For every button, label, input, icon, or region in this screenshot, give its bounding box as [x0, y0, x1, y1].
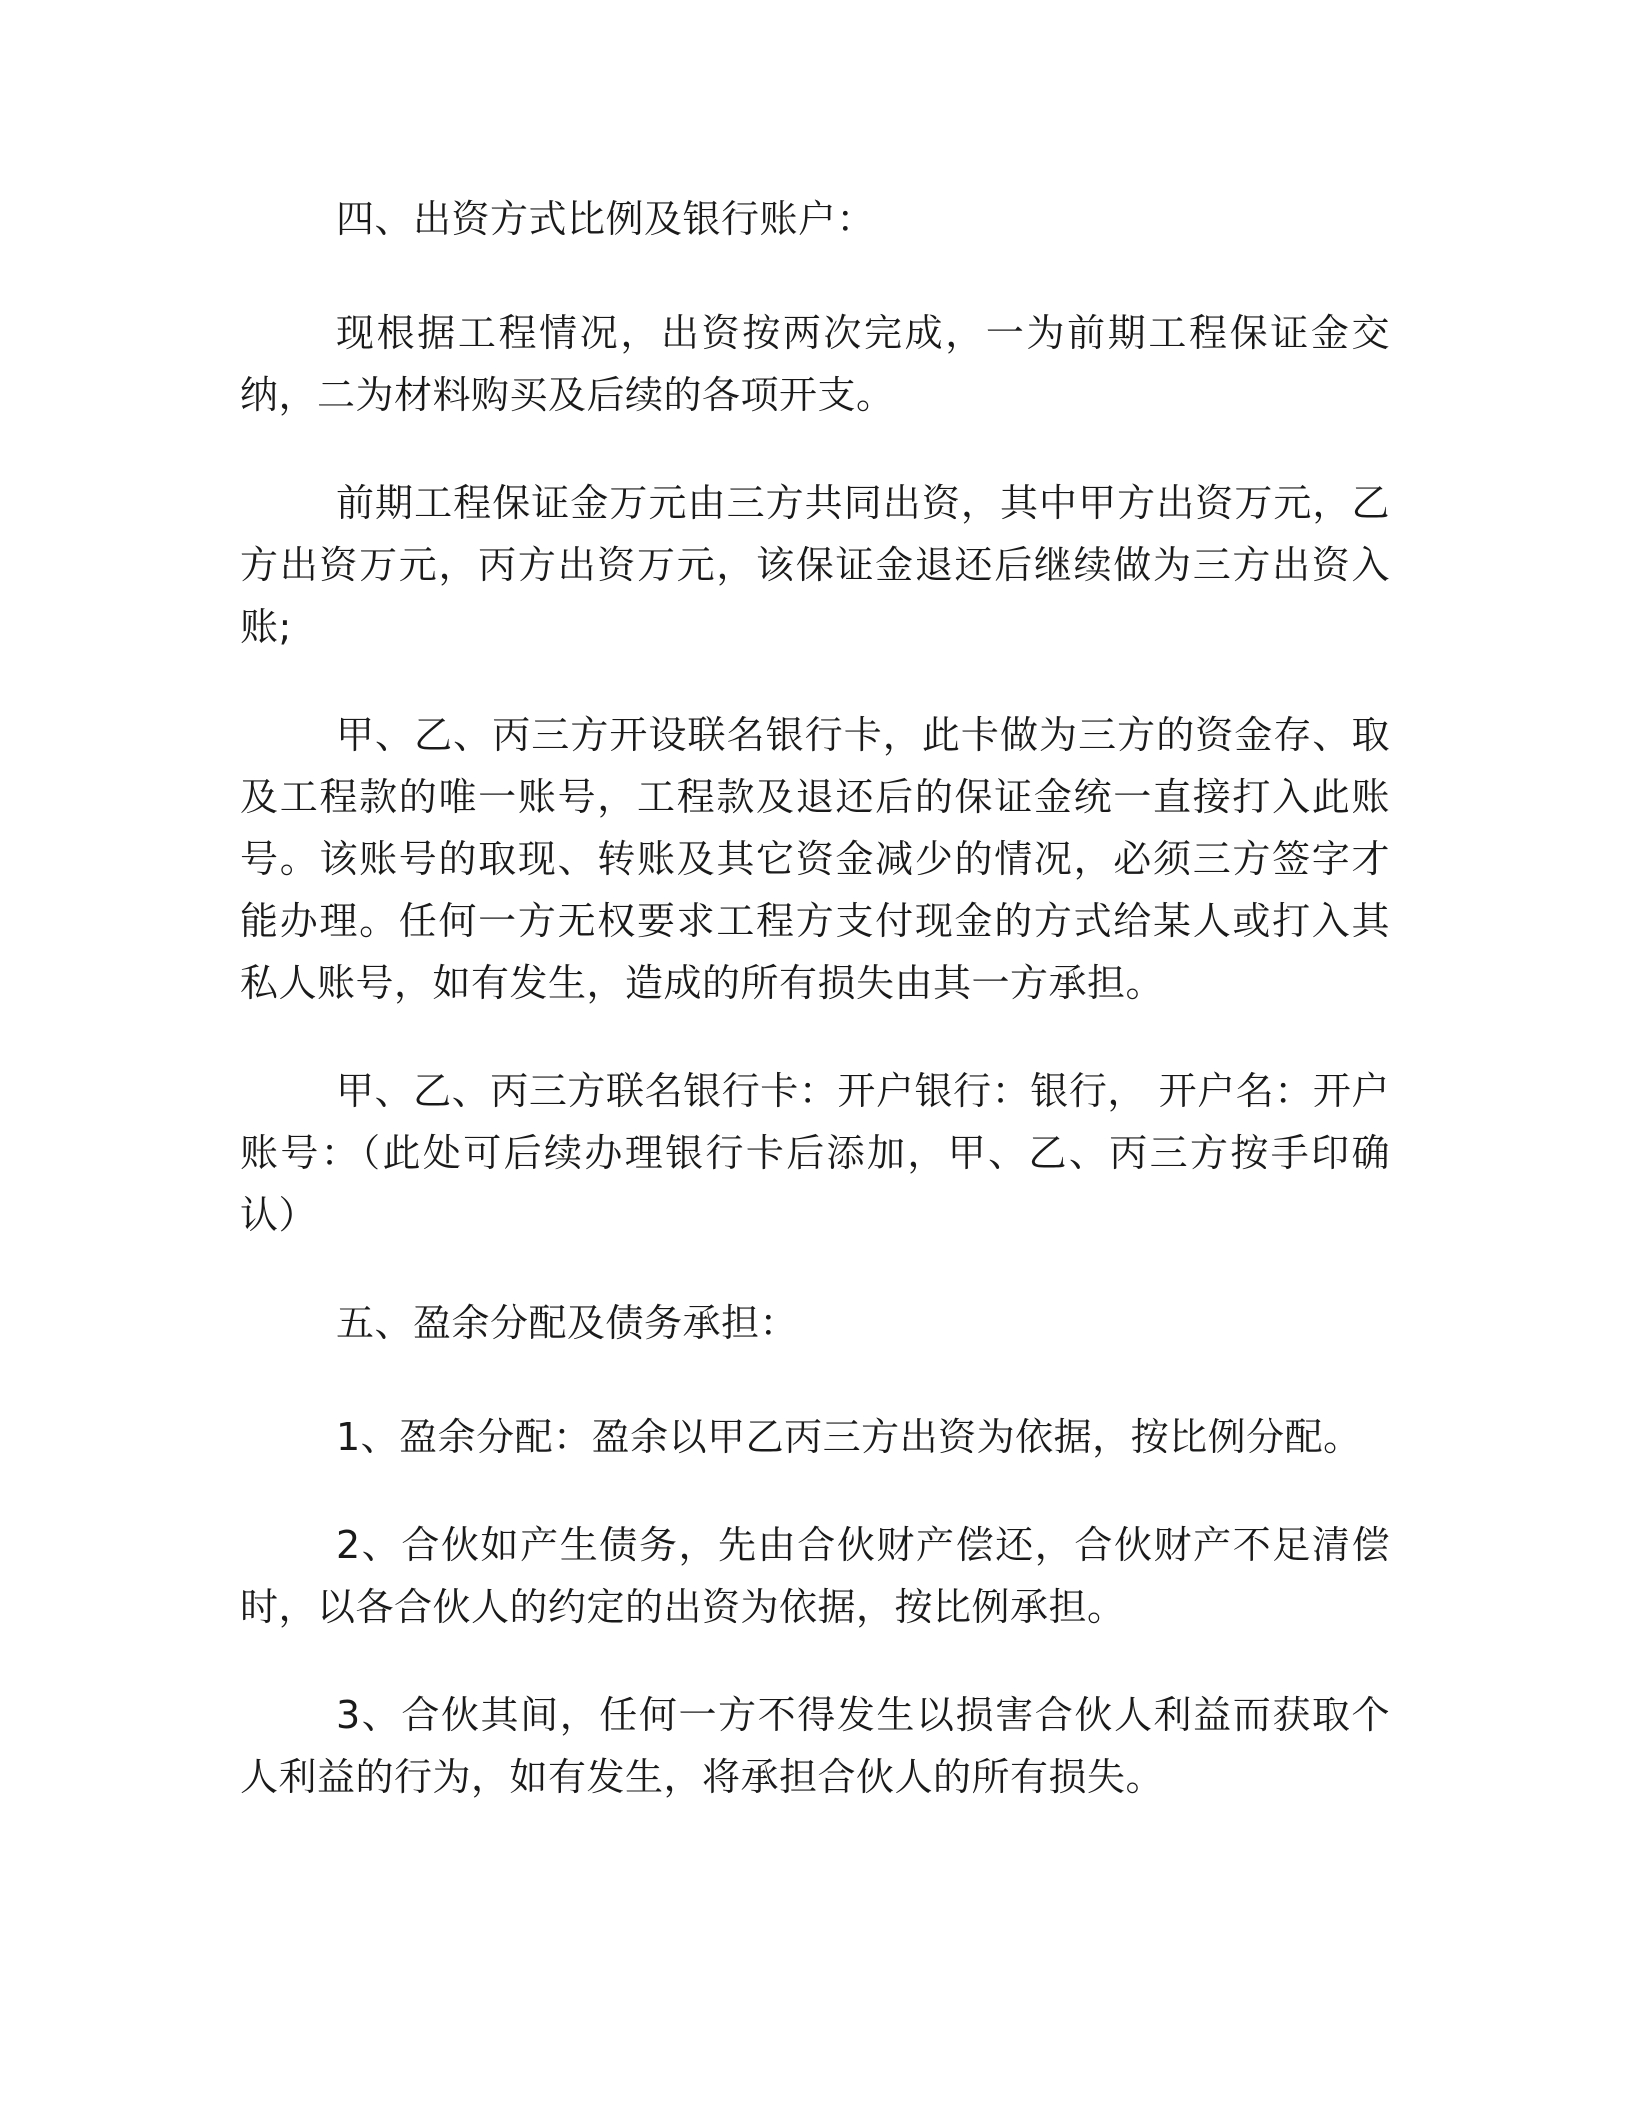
- paragraph-deposit-shares: 前期工程保证金万元由三方共同出资，其中甲方出资万元，乙方出资万元，丙方出资万元，该保证金退还后继续做为三方出资入账;: [240, 481, 1390, 649]
- section-heading-capital-contribution: 四、出资方式比例及银行账户：: [336, 197, 876, 241]
- document-body: [240, 188, 1390, 1854]
- clause-profit-distribution: 1、盈余分配：盈余以甲乙丙三方出资为依据，按比例分配。: [336, 1415, 1362, 1459]
- paragraph-joint-account-rules: 甲、乙、丙三方开设联名银行卡，此卡做为三方的资金存、取及工程款的唯一账号，工程款及退还后的保证金统一直接打入此账号。该账号的取现、转账及其它资金减少的情况，必须三方签字才能办理。任何一方无权要求工程方支付现金的方式给某人或打入其私人账号，如有发生，造成的所有损失由其一方承担。: [240, 713, 1390, 1005]
- paragraph-contribution-schedule: 现根据工程情况，出资按两次完成，一为前期工程保证金交纳，二为材料购买及后续的各项开支。: [240, 311, 1390, 417]
- section-heading-profit-debt: 五、盈余分配及债务承担：: [336, 1301, 799, 1345]
- paragraph-bank-account-info: 甲、乙、丙三方联名银行卡：开户银行：银行， 开户名：开户账号：（此处可后续办理银行卡后添加，甲、乙、丙三方按手印确认）: [240, 1069, 1390, 1237]
- clause-no-harm-to-partners: 3、合伙其间，任何一方不得发生以损害合伙人利益而获取个人利益的行为，如有发生，将承担合伙人的所有损失。: [240, 1693, 1390, 1799]
- clause-debt-liability: 2、合伙如产生债务，先由合伙财产偿还，合伙财产不足清偿时，以各合伙人的约定的出资为依据，按比例承担。: [240, 1523, 1390, 1629]
